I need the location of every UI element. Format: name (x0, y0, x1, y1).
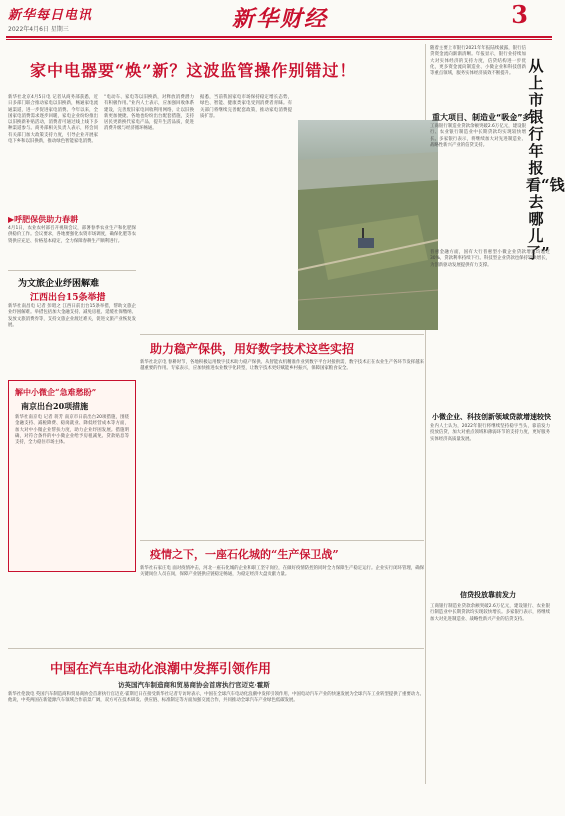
subheadline-auto: 访英国汽车制造商和贸易商协会首席执行官迈克·霍斯 (118, 681, 270, 689)
section-heading: 信贷投放靠前发力 (460, 591, 516, 599)
article-body: 新华社伦敦电 英国汽车制造商和贸易商协会首席执行官迈克·霍斯近日在接受新华社记者专访时表示，中国在全球汽车电动化浪潮中发挥引领作用，中国电动汽车产业的快速发展为全球汽车工业转型提供了重要动力。他说，中英两国在新能源汽车领域合作前景广阔，双方可在技术研发、供应链、标准制定等方面加强交流合作，共同推动全球汽车产业绿色低碳发展。 (8, 692, 424, 704)
divider (140, 334, 424, 335)
article-body: 工商银行制造业贷款余额突破2.6万亿元，建设银行、农业银行制造业中长期贷款均实现较快增长。多家银行表示，将继续加大对先进制造业、战略性新兴产业的信贷支持。 (430, 124, 526, 148)
photo-oil-field (298, 120, 438, 330)
headline-auto: 中国在汽车电动化浪潮中发挥引领作用 (50, 662, 272, 677)
issue-date: 2022年4月6日 星期三 (8, 26, 69, 33)
article-body: “电动车、家电等以旧换新，对释放消费潜力有积极作用。”业内人士表示，应加强回收体系建设，完善废旧家电回收利用网络，让以旧换新更加便捷。各地也纷纷出台配套措施，支持居民更新换代家电产品，提升生活品质，促进消费升级与经济循环畅通。 (104, 95, 194, 132)
masthead-block (8, 4, 168, 33)
headline-bank-reports: 从上市银行年报看“钱去哪儿了” (526, 57, 565, 262)
article-body: 4月1日，农业农村部召开视频会议，部署春季农业生产和化肥保供稳价工作。会议要求，各地要强化农资市场调度，确保化肥等农资供应充足、价格基本稳定，全力保障春耕生产顺利进行。 (8, 226, 136, 244)
article-body: 新华社石家庄电 面对疫情冲击，河北一座石化城的企业和职工坚守岗位，在做好疫情防控的同时全力保障生产稳定运行。企业实行闭环管理，确保关键岗位人员在岗，保障产业链供应链稳定畅通，为稳定经济大盘贡献力量。 (140, 566, 424, 578)
divider (8, 648, 424, 649)
subhead-fertilizer: ▶呼肥保供助力春耕 (8, 214, 79, 224)
article-body: 普惠金融方面，国有大行普惠型小微企业贷款增速均超过30%，贷款利率持续下行。科技型企业贷款也保持较快增长，为创新驱动发展提供有力支撑。 (430, 250, 550, 268)
divider (140, 540, 424, 541)
section-heading: 重大项目、制造业“吸金”多 (432, 113, 531, 122)
header-rule-thin (6, 39, 552, 40)
article-body: 业内人士认为，2022年银行将继续坚持稳字当头，靠前发力投放信贷，加大对重点领域和薄弱环节的支持力度，更好服务实体经济高质量发展。 (430, 424, 550, 442)
article-body: 新华社北京4月5日电 记者从商务部获悉，近日多部门联合推动家电以旧换新，畅通家电流通渠道，进一步促进家电消费。今年以来，全国家电消费需求逐步回暖，家电企业纷纷推出以旧换新补贴活动，消费者可通过线上线下多种渠道参与。商务部相关负责人表示，将会同有关部门加大政策支持力度，引导企业开展家电下乡和以旧换新，推动绿色智能家电消费。 (8, 95, 98, 145)
header-rule (6, 36, 552, 38)
section-title: 新华财经 (231, 6, 328, 32)
headline-digital-tech: 助力稳产保供，用好数字技术这些实招 (150, 342, 355, 356)
masthead: 新华每日电讯 (8, 8, 93, 23)
article-body: 工商银行制造业贷款余额突破2.6万亿元，建设银行、农业银行制造业中长期贷款均实现较快增长。多家银行表示，将继续加大对先进制造业、战略性新兴产业的信贷支持。 (430, 604, 550, 622)
subheadline-smes: 南京出台20项措施 (21, 401, 89, 411)
aerial-photo (298, 120, 438, 330)
headline-jiangxi: 为文旅企业纾困解难 (18, 279, 100, 289)
article-body: 新华社南京电 记者 蒋芳 南京市日前出台20项措施，围绕金融支持、减税降费、稳岗就业、降低经营成本等方面，加大对中小微企业帮扶力度，助力企业纾困发展。措施明确，对符合条件的中小微企业给予房租减免、贷款贴息等支持，全力稳住市场主体。 (15, 415, 129, 446)
page-number: 3 (511, 0, 528, 29)
headline-shijiazhuang: 疫情之下，一座石化城的“生产保卫战” (150, 548, 339, 561)
article-body: 据悉，当前我国家电市场保持稳定增长态势，绿色、智能、健康类家电受到消费者青睐。有关部门将继续完善配套政策，推动家电消费提质扩容。 (200, 95, 292, 119)
headline-smes: 解中小微企“急难愁盼” (15, 387, 97, 397)
article-body: 新华社北京电 春耕时节，各地积极运用数字技术助力稳产保供。从智能农机精准作业到数字平台对接供需，数字技术正在农业生产各环节发挥越来越重要的作用。专家表示，应加快推进农业数字化转型，让数字技术更好赋能乡村振兴，保障国家粮食安全。 (140, 360, 424, 372)
section-heading: 小微企业、科技创新领域贷款增速较快 (432, 413, 551, 421)
sidebar-box-smes (8, 380, 136, 572)
article-body: 随着主要上市银行2021年年报陆续披露，银行信贷资金流向渐渐清晰。年报显示，银行业持续加大对实体经济的支持力度，信贷结构进一步优化，更多资金流向制造业、小微企业和科技创新等重点领域，服务实体经济质效不断提升。 (430, 46, 526, 77)
subheadline-jiangxi: 江西出台15条举措 (30, 293, 106, 303)
headline-appliances: 家中电器要“焕”新？这波监管操作别错过！ (30, 61, 357, 80)
divider (8, 270, 136, 271)
article-body: 新华社南昌电 记者 彭昭之 江西日前出台15条举措，帮助文旅企业纾困解难。举措包括加大金融支持、减免房租、延缓社保缴纳、发放文旅消费券等，支持文旅企业渡过难关，促进文旅产业恢复发展。 (8, 304, 136, 328)
